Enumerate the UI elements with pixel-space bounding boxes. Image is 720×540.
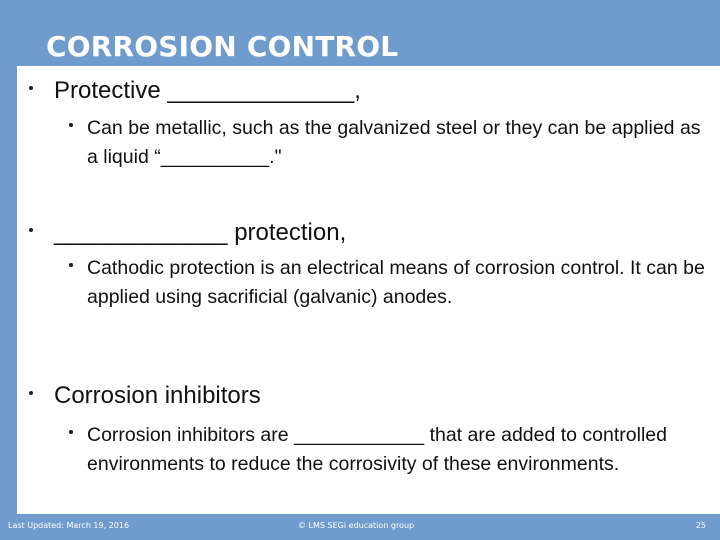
sub-bullet-text: Cathodic protection is an electrical means of corrosion control. It can be applied using sacrificial (galvanic) anodes. [87, 257, 705, 308]
sub-bullet-icon [69, 263, 73, 267]
bullet-text: _____________ protection, [54, 219, 347, 246]
bullet-text: Protective ______________, [54, 77, 361, 104]
footer-last-updated: Last Updated: March 19, 2016 [8, 521, 130, 530]
bullet-icon [29, 228, 33, 232]
footer-copyright: © LMS SEGi education group [298, 521, 415, 530]
content-area [17, 66, 720, 514]
slide-number: 25 [695, 521, 706, 530]
sub-bullet-icon [69, 430, 73, 434]
bullet-icon [29, 86, 33, 90]
sub-bullet-text: Can be metallic, such as the galvanized steel or they can be applied as a liquid “__________." [87, 117, 701, 168]
sub-bullet-icon [69, 123, 73, 127]
slide-title: CORROSION CONTROL [46, 30, 399, 63]
bullet-text: Corrosion inhibitors [54, 382, 261, 409]
sub-bullet-text: Corrosion inhibitors are ____________ that are added to controlled environments to reduce the corrosivity of these environments. [87, 424, 667, 475]
bullet-icon [29, 391, 33, 395]
